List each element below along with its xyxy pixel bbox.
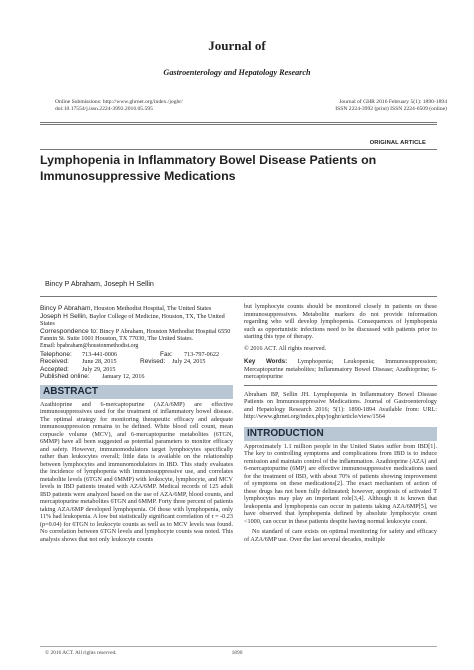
published-row xyxy=(40,373,233,381)
telephone-value: 713-441-0006 xyxy=(82,350,118,358)
article-type: ORIGINAL ARTICLE xyxy=(369,140,426,146)
affiliation-name: Joseph H Sellin, xyxy=(40,312,88,320)
abstract-heading: ABSTRACT xyxy=(40,385,233,399)
correspondence-text: Bincy P Abraham, Houston Methodist Hospital 6550 Fannin St. Suite 1001 Houston, TX 77030, The United States. xyxy=(40,327,231,343)
introduction-text-2: No standard of care exists on optimal monitoring for safety and efficacy of AZA/6MP use. Over the last several decades, multiple xyxy=(244,528,437,543)
left-column xyxy=(40,303,233,543)
email[interactable]: Email: bpabraham@houstonmethodist.org xyxy=(40,342,139,349)
published-value: January 12, 2016 xyxy=(102,373,145,381)
footer-rule xyxy=(40,646,437,647)
correspondence xyxy=(40,328,233,343)
doi[interactable]: doi:10.17554/j.issn.2224-3992.2016.05.595 xyxy=(55,106,153,113)
correspondence-label: Correspondence to: xyxy=(40,327,98,335)
keywords-rule xyxy=(244,385,437,386)
footer-copyright: © 2016 ACT. All rights reserved. xyxy=(45,650,117,656)
affiliation-2 xyxy=(40,313,233,328)
revised-value: July 24, 2015 xyxy=(172,358,206,366)
right-column xyxy=(244,303,437,543)
authors: Bincy P Abraham, Joseph H Sellin xyxy=(45,279,154,288)
affiliation-text: Houston Methodist Hospital, The United States xyxy=(93,305,212,312)
journal-citation: Journal of GHR 2016 February 5(1): 1890-1894 xyxy=(339,99,447,105)
affiliation-text: Baylor College of Medicine, Houston, TX, The United States xyxy=(40,312,225,328)
received-label: Received: xyxy=(40,358,69,366)
accepted-value: July 29, 2015 xyxy=(82,365,116,373)
published-label: Published online: xyxy=(40,373,90,381)
submission-info xyxy=(55,99,265,113)
introduction-heading: INTRODUCTION xyxy=(244,427,437,441)
online-submissions[interactable]: Online Submissions: http://www.ghrnet.org/index./joghr/ xyxy=(55,99,183,105)
revised-label: Revised: xyxy=(140,358,166,366)
affiliation-name: Bincy P Abraham, xyxy=(40,305,93,312)
keywords xyxy=(244,358,437,381)
abstract-text: Azathioprine and 6-mercaptopurine (AZA/6MP) are effective immunosuppressives used for the treatment of inflammatory bowel disease. The optimal strategy for monitoring therapeutic efficacy and adequate immunosuppression remains to be defined. White blood cell count, mean corpuscle volume (MCV), and 6-mercaptopurine metabolites (6TGN, 6MMP) have all been suggested as potential parameters to monitor efficacy and safety. However, immunomodulators target lymphocytes specifically rather than leukocytes overall; little data is available on the relationship between lymphocytes and immunomodulators in IBD. This study evaluates the incidence of lymphopenia with immunosuppressive use, and correlates metabolite levels (6TGN and 6MMP) with leukocyte, lymphocyte, and MCV levels in IBD patients treated with AZA/6MP. Medical records of 125 adult IBD patients were analyzed based on the use of AZA/6MP, blood counts, and mercaptopurine metabolites 6TGN and 6MMP. Forty three percent of patients taking AZA/6MP developed lymphopenia. Of those with lymphopenia, only 11% had leukopenia. A low but statistically significant correlation of r = -0.23 (p=0.04) for 6TGN to leukocyte counts as well as to MCV levels was found. No correlation between 6TGN levels and lymphocyte counts was noted. This analysis shows that not only leukocyte counts xyxy=(40,400,233,543)
received-value: June 28, 2015 xyxy=(82,358,117,366)
abstract-continued: but lymphocyte counts should be monitored closely in patients on these immunosuppressives. Metabolite markers do not provide information regarding who will develop lymphopenia. Consequences of lymphopenia such as opportunistic infections need to be discussed with patients prior to starting this type of therapy. xyxy=(244,303,437,340)
fax-label: Fax: xyxy=(160,350,173,358)
fax-value: 713-797-0622 xyxy=(184,350,220,358)
journal-subtitle: Gastroenterology and Hepatology Research xyxy=(163,68,311,77)
journal-title: Journal of xyxy=(208,38,266,53)
received-revised-row xyxy=(40,358,233,366)
keywords-label: Key Words: xyxy=(244,358,288,365)
paper-title: Lymphopenia in Inflammatory Bowel Disease Patients on Immunosuppressive Medications xyxy=(40,153,377,183)
telephone-label: Telephone: xyxy=(40,350,72,358)
accepted-label: Accepted: xyxy=(40,365,69,373)
citation-info xyxy=(267,99,447,113)
introduction-text: Approximately 1.1 million people in the United States suffer from IBD[1]. The key to controlling symptoms and complications from IBD is to induce remission and maintain control of the inflammation. Azathioprine (AZA) and 6-mercaptopurine (6MP) are effective immunosuppressive medications used for the treatment of IBD, with about 70% of patients showing improvement of symptoms on these medications[2]. The exact mechanism of action of these drugs has not been fully delineated; however, apoptosis of activated T lymphocytes may play an important role[3,4]. Although it is known that leukopenia and lymphopenia can occur in patients taking AZA/6MP[5], we have observed that lymphopenia defined by absolute lymphocyte count <1000, can occur in these patients despite having normal leukocyte count. xyxy=(244,442,437,525)
title-rule xyxy=(40,149,437,150)
accepted-row xyxy=(40,366,233,374)
citation-block: Abraham BP, Sellin JH. Lymphopenia in Inflammatory Bowel Disease Patients on Immunosuppressive Medications. Journal of Gastroenterology and Hepatology Research 2016; 5(1): 1890-1894 Available from: URL: http://www.ghrnet.org/index.php/joghr/article/view/1564 xyxy=(244,390,437,420)
issn: ISSN 2224-3992 (print) ISSN 2224-6509 (online) xyxy=(335,106,447,113)
authors-rule xyxy=(40,296,437,297)
copyright-note: © 2016 ACT. All rights reserved. xyxy=(244,344,327,352)
affiliation-1 xyxy=(40,305,233,313)
page-number: 1890 xyxy=(231,650,243,656)
telephone-fax-row xyxy=(40,351,233,359)
header-rule xyxy=(40,122,437,123)
header-rule-2 xyxy=(40,124,437,125)
keywords-text: Lymphopenia; Leukopenia; Immunosuppression; Mercaptopurine metabolites; Inflammatory Bowel Disease; Azathioprine; 6-mercaptopurine xyxy=(244,358,437,380)
